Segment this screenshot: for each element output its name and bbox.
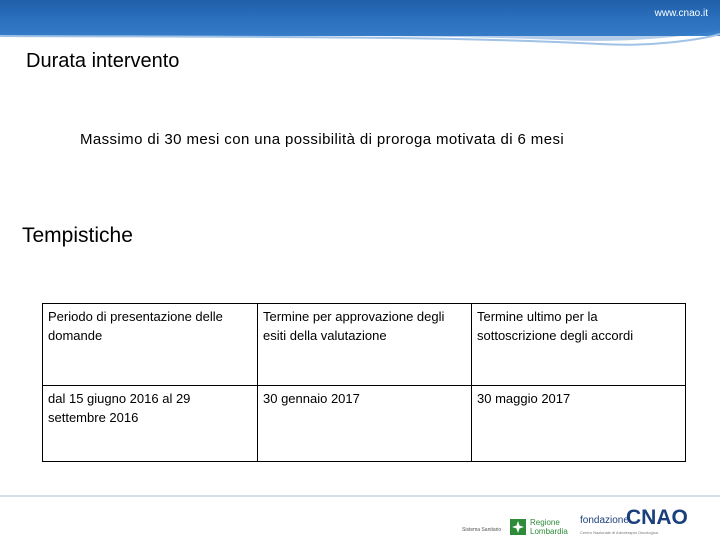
footer-divider <box>0 495 720 497</box>
table-header-cell: Termine ultimo per la sottoscrizione degli accordi <box>472 304 686 386</box>
table-cell: 30 maggio 2017 <box>472 386 686 462</box>
timeline-table <box>42 303 686 462</box>
lombardia-caption: Sistema Sanitario <box>462 527 502 533</box>
table-cell: 30 gennaio 2017 <box>258 386 472 462</box>
table-header-row <box>43 304 686 386</box>
cnao-name: CNAO <box>626 506 688 529</box>
header-wave-decoration <box>0 0 720 48</box>
lombardia-name: Regione Lombardia <box>530 518 568 536</box>
cnao-logo <box>580 505 720 540</box>
section-title-durata: Durata intervento <box>26 50 180 72</box>
table-row <box>43 386 686 462</box>
table-cell: dal 15 giugno 2016 al 29 settembre 2016 <box>43 386 258 462</box>
cnao-caption: Centro Nazionale di Adroterapia Oncologica <box>580 530 658 535</box>
table-header-cell: Termine per approvazione degli esiti della valutazione <box>258 304 472 386</box>
regione-lombardia-logo <box>462 517 568 537</box>
table-header-cell: Periodo di presentazione delle domande <box>43 304 258 386</box>
lombardia-rose-icon <box>510 519 526 535</box>
section-title-tempistiche: Tempistiche <box>22 224 133 247</box>
website-url[interactable]: www.cnao.it <box>654 8 708 19</box>
cnao-prefix: fondazione <box>580 515 629 526</box>
durata-description: Massimo di 30 mesi con una possibilità di proroga motivata di 6 mesi <box>80 131 565 148</box>
